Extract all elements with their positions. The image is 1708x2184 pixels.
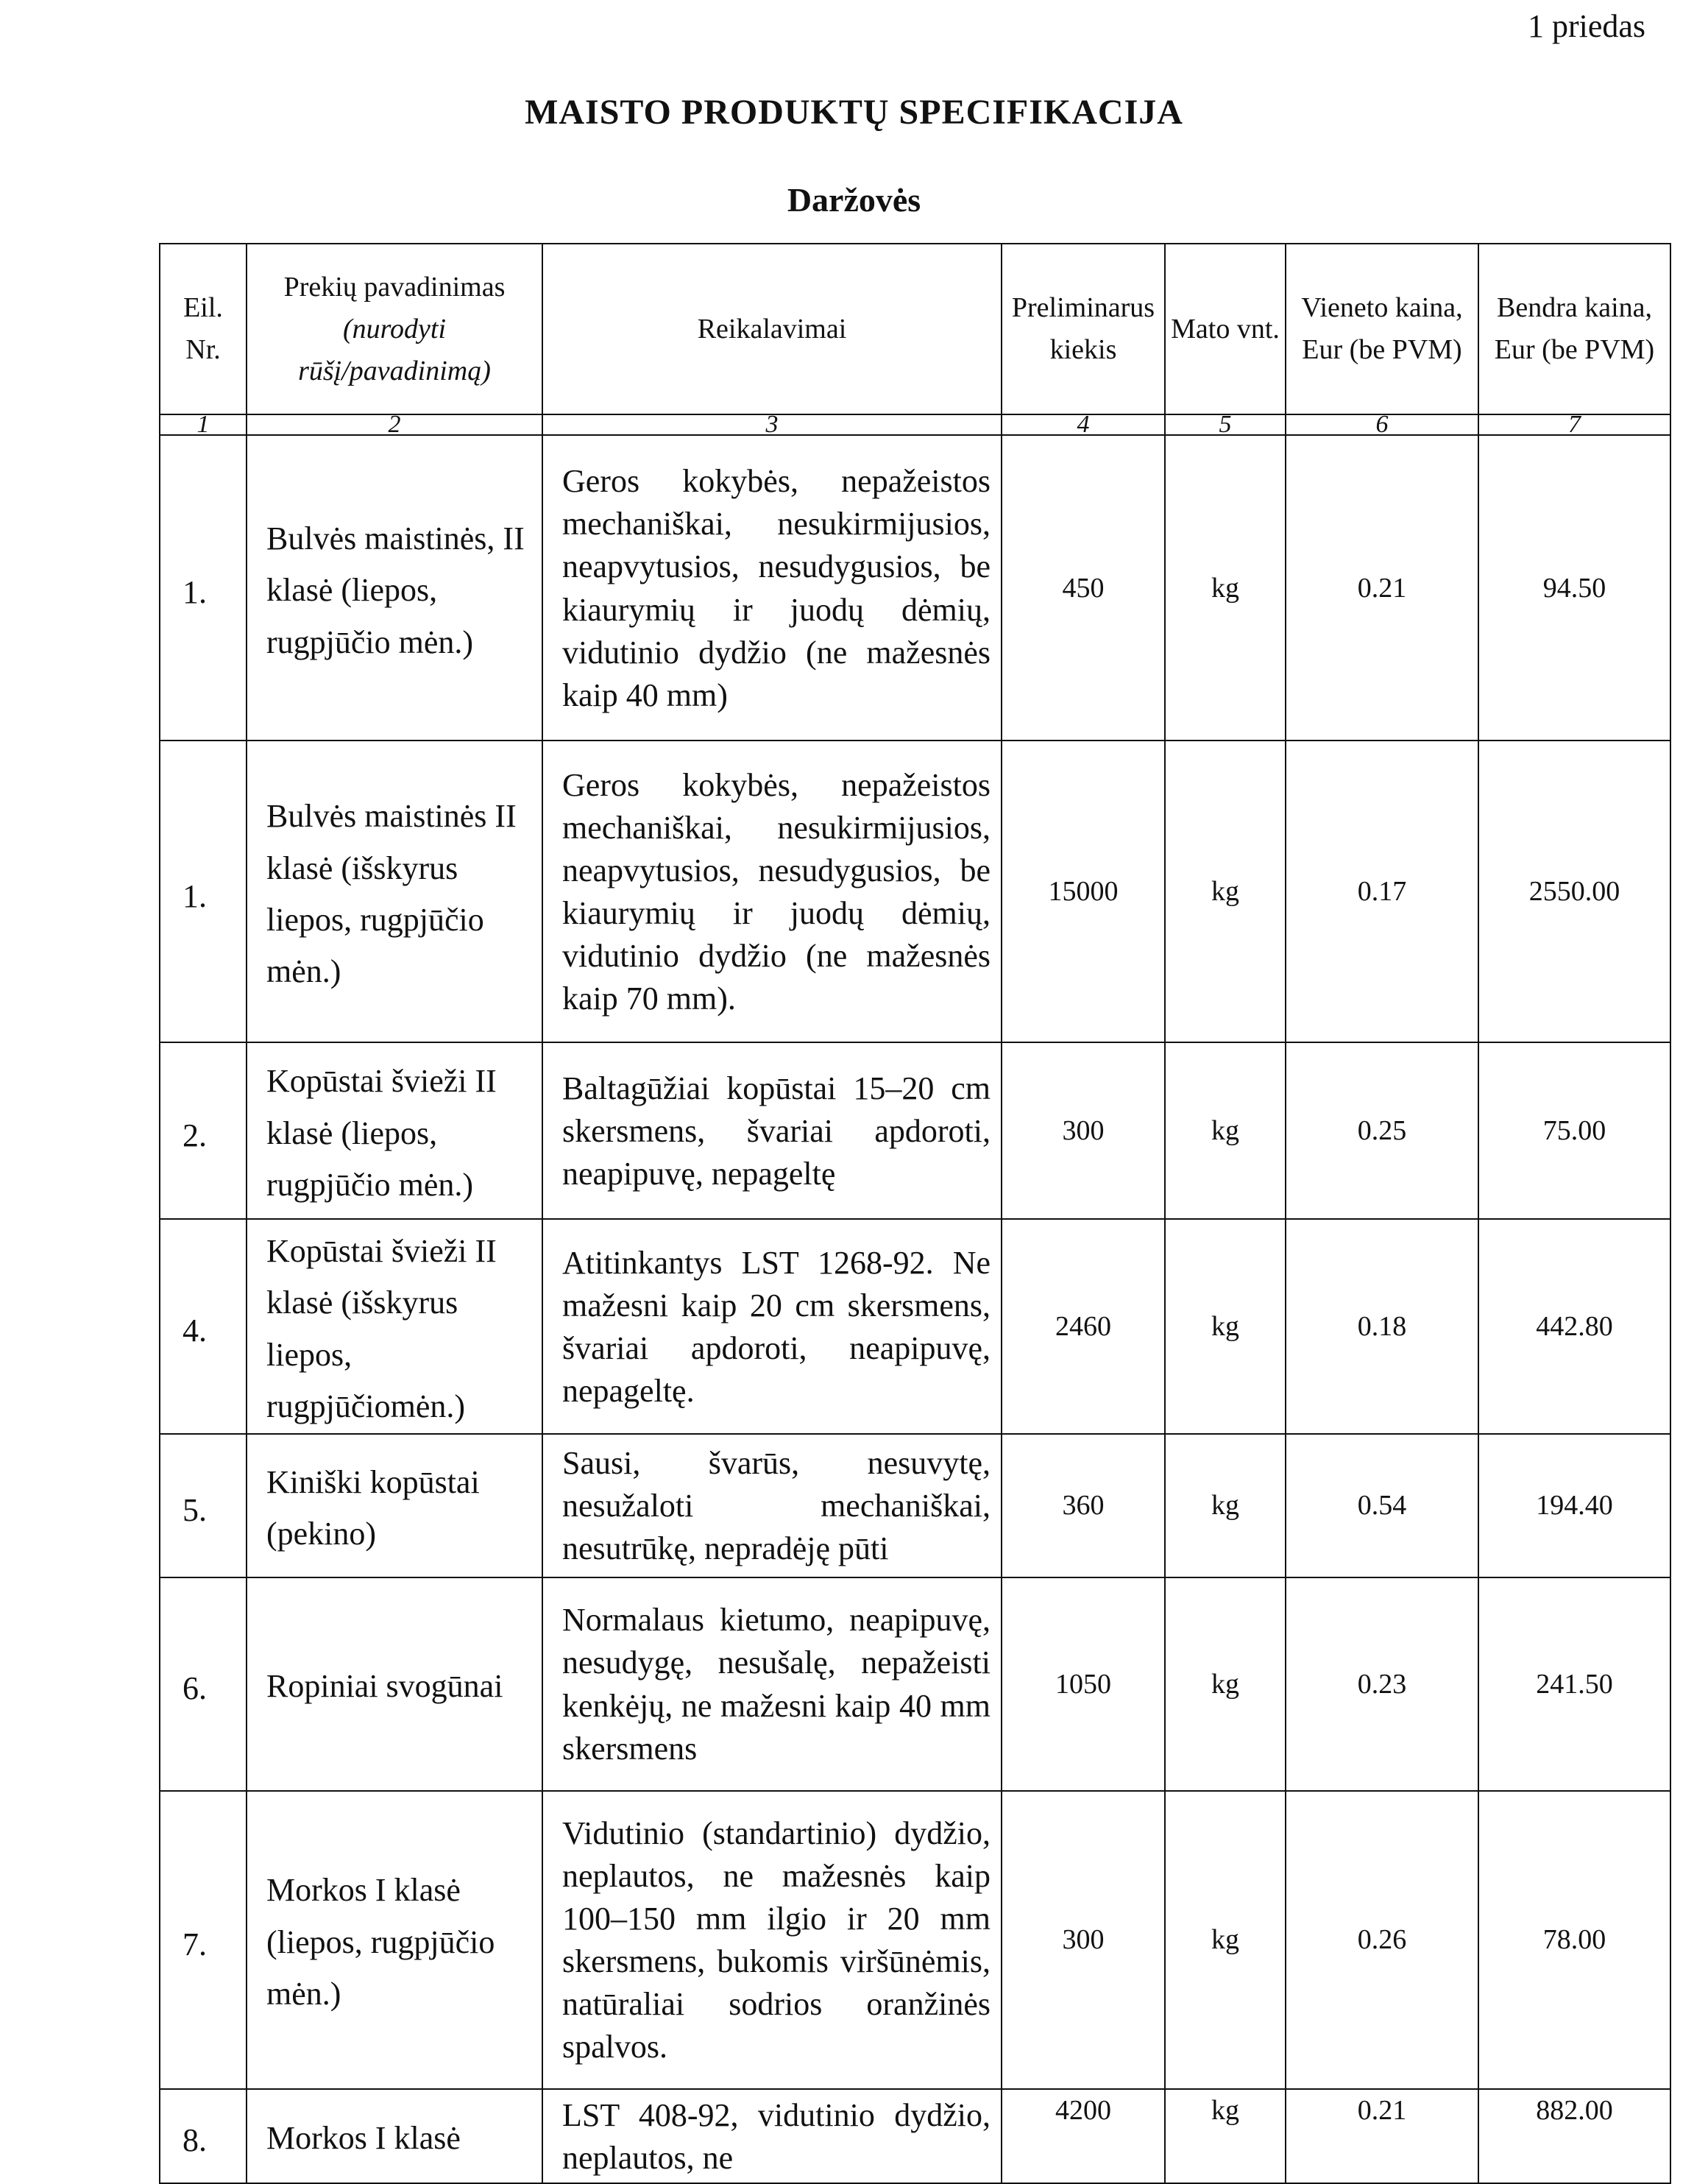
row-unit: kg <box>1165 2089 1286 2183</box>
row-quantity: 15000 <box>1002 741 1165 1042</box>
row-requirements: Atitinkantys LST 1268-92. Ne mažesni kaip 20 cm skersmens, švariai apdoroti, neapipuvę, nepageltę. <box>542 1219 1002 1434</box>
column-number: 6 <box>1286 414 1478 435</box>
row-unit: kg <box>1165 1791 1286 2089</box>
row-nr: 6. <box>160 1577 247 1791</box>
header-name-note-text: (nurodyti rūšį/pavadinimą) <box>298 313 491 386</box>
row-unit: kg <box>1165 435 1286 741</box>
header-name <box>247 244 542 414</box>
row-requirements: Sausi, švarūs, nesuvytę, nesužaloti mechaniškai, nesutrūkę, nepradėję pūti <box>542 1434 1002 1577</box>
table-row <box>160 741 1670 1042</box>
row-total-price: 94.50 <box>1478 435 1670 741</box>
table-row <box>160 1434 1670 1577</box>
header-total-price: Bendra kaina, Eur (be PVM) <box>1478 244 1670 414</box>
row-unit: kg <box>1165 741 1286 1042</box>
row-unit-price: 0.54 <box>1286 1434 1478 1577</box>
row-unit: kg <box>1165 1577 1286 1791</box>
row-quantity: 2460 <box>1002 1219 1165 1434</box>
row-requirements: Baltagūžiai kopūstai 15–20 cm skersmens, švariai apdoroti, neapipuvę, nepageltę <box>542 1042 1002 1219</box>
row-unit-price: 0.26 <box>1286 1791 1478 2089</box>
row-total-price: 75.00 <box>1478 1042 1670 1219</box>
row-unit-price: 0.18 <box>1286 1219 1478 1434</box>
row-product-name: Kopūstai švieži II klasė (išskyrus liepos, rugpjūčiomėn.) <box>247 1219 542 1434</box>
column-number: 5 <box>1165 414 1286 435</box>
table-row <box>160 1791 1670 2089</box>
row-quantity: 450 <box>1002 435 1165 741</box>
header-quantity: Preliminarus kiekis <box>1002 244 1165 414</box>
table-row <box>160 2089 1670 2183</box>
row-total-price: 442.80 <box>1478 1219 1670 1434</box>
row-total-price: 2550.00 <box>1478 741 1670 1042</box>
row-total-price: 882.00 <box>1478 2089 1670 2183</box>
header-nr: Eil. Nr. <box>160 244 247 414</box>
row-nr: 4. <box>160 1219 247 1434</box>
row-quantity: 4200 <box>1002 2089 1165 2183</box>
document-title: MAISTO PRODUKTŲ SPECIFIKACIJA <box>525 93 1183 132</box>
row-nr: 1. <box>160 741 247 1042</box>
row-product-name: Ropiniai svogūnai <box>247 1577 542 1791</box>
row-nr: 7. <box>160 1791 247 2089</box>
row-product-name: Bulvės maistinės II klasė (išskyrus liepos, rugpjūčio mėn.) <box>247 741 542 1042</box>
row-unit: kg <box>1165 1219 1286 1434</box>
row-nr: 5. <box>160 1434 247 1577</box>
header-row <box>160 244 1670 414</box>
header-unit-price: Vieneto kaina, Eur (be PVM) <box>1286 244 1478 414</box>
row-requirements: Normalaus kietumo, neapipuvę, nesudygę, nesušalę, nepažeisti kenkėjų, ne mažesni kaip 40 mm skersmens <box>542 1577 1002 1791</box>
row-unit-price: 0.25 <box>1286 1042 1478 1219</box>
row-requirements: Vidutinio (standartinio) dydžio, neplautos, ne mažesnės kaip 100–150 mm ilgio ir 20 mm skersmens, bukomis viršūnėmis, natūraliai sodrios oranžinės spalvos. <box>542 1791 1002 2089</box>
row-nr: 2. <box>160 1042 247 1219</box>
row-quantity: 360 <box>1002 1434 1165 1577</box>
header-name-note <box>252 308 537 392</box>
row-unit-price: 0.21 <box>1286 2089 1478 2183</box>
row-nr: 1. <box>160 435 247 741</box>
column-number: 7 <box>1478 414 1670 435</box>
column-number-row <box>160 414 1670 435</box>
table-row <box>160 435 1670 741</box>
row-product-name: Kiniški kopūstai (pekino) <box>247 1434 542 1577</box>
row-product-name: Bulvės maistinės, II klasė (liepos, rugpjūčio mėn.) <box>247 435 542 741</box>
row-quantity: 1050 <box>1002 1577 1165 1791</box>
header-name-main: Prekių pavadinimas <box>283 271 506 303</box>
row-quantity: 300 <box>1002 1042 1165 1219</box>
row-product-name: Morkos I klasė <box>247 2089 542 2183</box>
row-unit-price: 0.17 <box>1286 741 1478 1042</box>
column-number: 4 <box>1002 414 1165 435</box>
header-unit: Mato vnt. <box>1165 244 1286 414</box>
column-number: 1 <box>160 414 247 435</box>
row-unit-price: 0.21 <box>1286 435 1478 741</box>
column-number: 3 <box>542 414 1002 435</box>
table-row <box>160 1219 1670 1434</box>
row-product-name: Kopūstai švieži II klasė (liepos, rugpjūčio mėn.) <box>247 1042 542 1219</box>
row-unit-price: 0.23 <box>1286 1577 1478 1791</box>
annex-label: 1 priedas <box>1527 8 1645 44</box>
table-row <box>160 1577 1670 1791</box>
row-requirements: LST 408-92, vidutinio dydžio, neplautos, ne <box>542 2089 1002 2183</box>
row-unit: kg <box>1165 1042 1286 1219</box>
row-product-name: Morkos I klasė (liepos, rugpjūčio mėn.) <box>247 1791 542 2089</box>
row-requirements: Geros kokybės, nepažeistos mechaniškai, nesukirmijusios, neapvytusios, nesudygusios, be kiaurymių ir juodų dėmių, vidutinio dydžio (ne mažesnės kaip 70 mm). <box>542 741 1002 1042</box>
specification-table <box>159 243 1671 2184</box>
row-total-price: 194.40 <box>1478 1434 1670 1577</box>
row-quantity: 300 <box>1002 1791 1165 2089</box>
header-requirements: Reikalavimai <box>542 244 1002 414</box>
row-total-price: 241.50 <box>1478 1577 1670 1791</box>
column-number: 2 <box>247 414 542 435</box>
row-unit: kg <box>1165 1434 1286 1577</box>
section-title: Daržovės <box>787 181 921 219</box>
row-requirements: Geros kokybės, nepažeistos mechaniškai, nesukirmijusios, neapvytusios, nesudygusios, be kiaurymių ir juodų dėmių, vidutinio dydžio (ne mažesnės kaip 40 mm) <box>542 435 1002 741</box>
table-row <box>160 1042 1670 1219</box>
row-nr: 8. <box>160 2089 247 2183</box>
row-total-price: 78.00 <box>1478 1791 1670 2089</box>
